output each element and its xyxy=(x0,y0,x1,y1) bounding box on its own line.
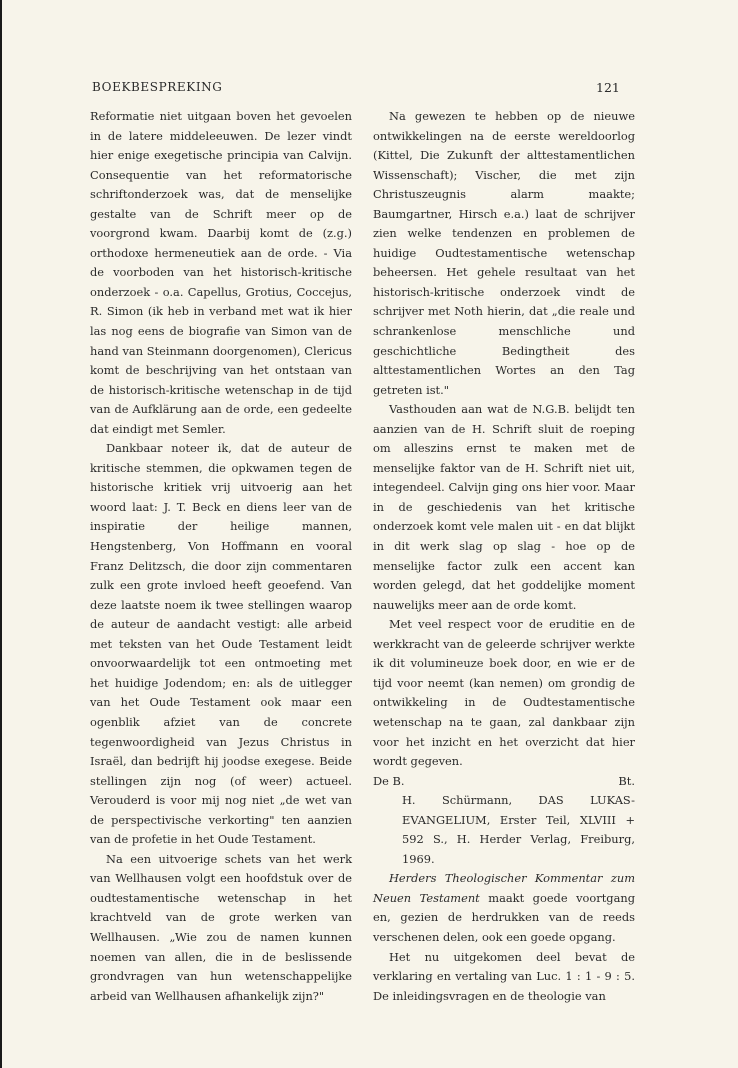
paragraph: Vasthouden aan wat de N.G.B. belijdt ten aanzien van de H. Schrift sluit de roeping om alleszins ernst te maken met de menselijke faktor van de H. Schrift niet uit, integendeel. Calvijn ging ons hier voor. Maar in de geschiedenis van het kritische onderzoek komt vele malen uit - en dat blijkt in dit werk slag op slag - hoe op de menselijke factor zulk een accent kan worden gelegd, dat het goddelijke moment nauwelijks meer aan de orde komt. xyxy=(373,402,635,612)
book-reference-header: H. Schürmann, DAS LUKAS-EVANGELIUM, Erster Teil, XLVIII + 592 S., H. Herder Verlag, Freiburg, 1969. xyxy=(402,793,635,866)
paragraph: Reformatie niet uitgaan boven het gevoelen in de latere middeleeuwen. De lezer vindt hier enige exegetische principia van Calvijn. Consequentie van het reformatorische schriftonderzoek was, dat de menselijke gestalte van de Schrift meer op de voorgrond kwam. Daarbij komt de (z.g.) orthodoxe hermeneutiek aan de orde. - Via de voorboden van het historisch-kritische onderzoek - o.a. Capellus, Grotius, Coccejus, R. Simon (ik heb in verband met wat ik hier las nog eens de biografie van Simon van de hand van Steinmann doorgenomen), Clericus komt de beschrijving van het ontstaan van de historisch-kritische wetenschap in de tijd van de Aufklärung aan de orde, een gedeelte dat eindigt met Semler. xyxy=(90,109,352,436)
paragraph xyxy=(373,869,635,947)
signature-left: De B. xyxy=(373,773,405,788)
paragraph: Met veel respect voor de eruditie en de werkkracht van de geleerde schrijver werkte ik dit volumineuze boek door, en wie er de tijd voor neemt (kan nemen) om grondig de ontwikkeling in de Oudtestamentische wetenschap na te gaan, zal dankbaar zijn voor het inzicht en het overzicht dat hier wordt gegeven. xyxy=(373,617,635,769)
paragraph: Na gewezen te hebben op de nieuwe ontwikkelingen na de eerste wereldoorlog (Kittel, Die Zukunft der alttestamentlichen Wissenschaft); Vischer, die met zijn Christuszeugnis alarm maakte; Baumgartner, Hirsch e.a.) laat de schrijver zien welke tendenzen en problemen de huidige Oudtestamentische wetenschap beheersen. Het gehele resultaat van het historisch-kritische onderzoek vindt de schrijver met Noth hierin, dat „die reale und schrankenlose menschliche und geschichtliche Bedingtheit des alttestamentlichen Wortes an den Tag getreten ist." xyxy=(373,109,635,397)
running-header-section: BOEKBESPREKING xyxy=(92,80,223,94)
paragraph: Het nu uitgekomen deel bevat de verklaring en vertaling van Luc. 1 : 1 - 9 : 5. De inleidingsvragen en de theologie van xyxy=(373,949,635,1003)
signature-right: Bt. xyxy=(618,773,635,788)
series-title: Herders Theologischer Kommentar zum Neuen Testament xyxy=(373,871,635,905)
paragraph: Na een uitvoerige schets van het werk van Wellhausen volgt een hoofdstuk over de oudtestamentische wetenschap in het krachtveld van de grote werken van Wellhausen. „Wie zou de namen kunnen noemen van allen, die in de beslissende grondvragen van hun wetenschappelijke arbeid van Wellhausen afhankelijk zijn?" xyxy=(90,851,352,1003)
page-number: 121 xyxy=(596,80,620,95)
right-column xyxy=(373,107,635,1006)
left-column xyxy=(90,107,352,1006)
paragraph-text: maakt goede voortgang en, gezien de herdrukken van de reeds verschenen delen, ook een goede opgang. xyxy=(373,890,635,944)
paragraph: Dankbaar noteer ik, dat de auteur de kritische stemmen, die opkwamen tegen de historische kritiek vrij uitvoerig aan het woord laat: J. T. Beck en diens leer van de inspiratie der heilige mannen, Hengstenberg, Von Hoffmann en vooral Franz Delitzsch, die door zijn commentaren zulk een grote invloed heeft geoefend. Van deze laatste noem ik twee stellingen waarop de auteur de aandacht vestigt: alle arbeid met teksten van het Oude Testament leidt onvoorwaardelijk tot een ontmoeting met het huidige Jodendom; en: als de uitlegger van het Oude Testament ook maar een ogenblik afziet van de concrete tegenwoordigheid van Jezus Christus in Israël, dan bedrijft hij joodse exegese. Beide stellingen zijn nog (of weer) actueel. Verouderd is voor mij nog niet „de wet van de perspectivische verkorting" ten aanzien van de profetie in het Oude Testament. xyxy=(90,441,352,847)
review-signature xyxy=(373,772,635,792)
